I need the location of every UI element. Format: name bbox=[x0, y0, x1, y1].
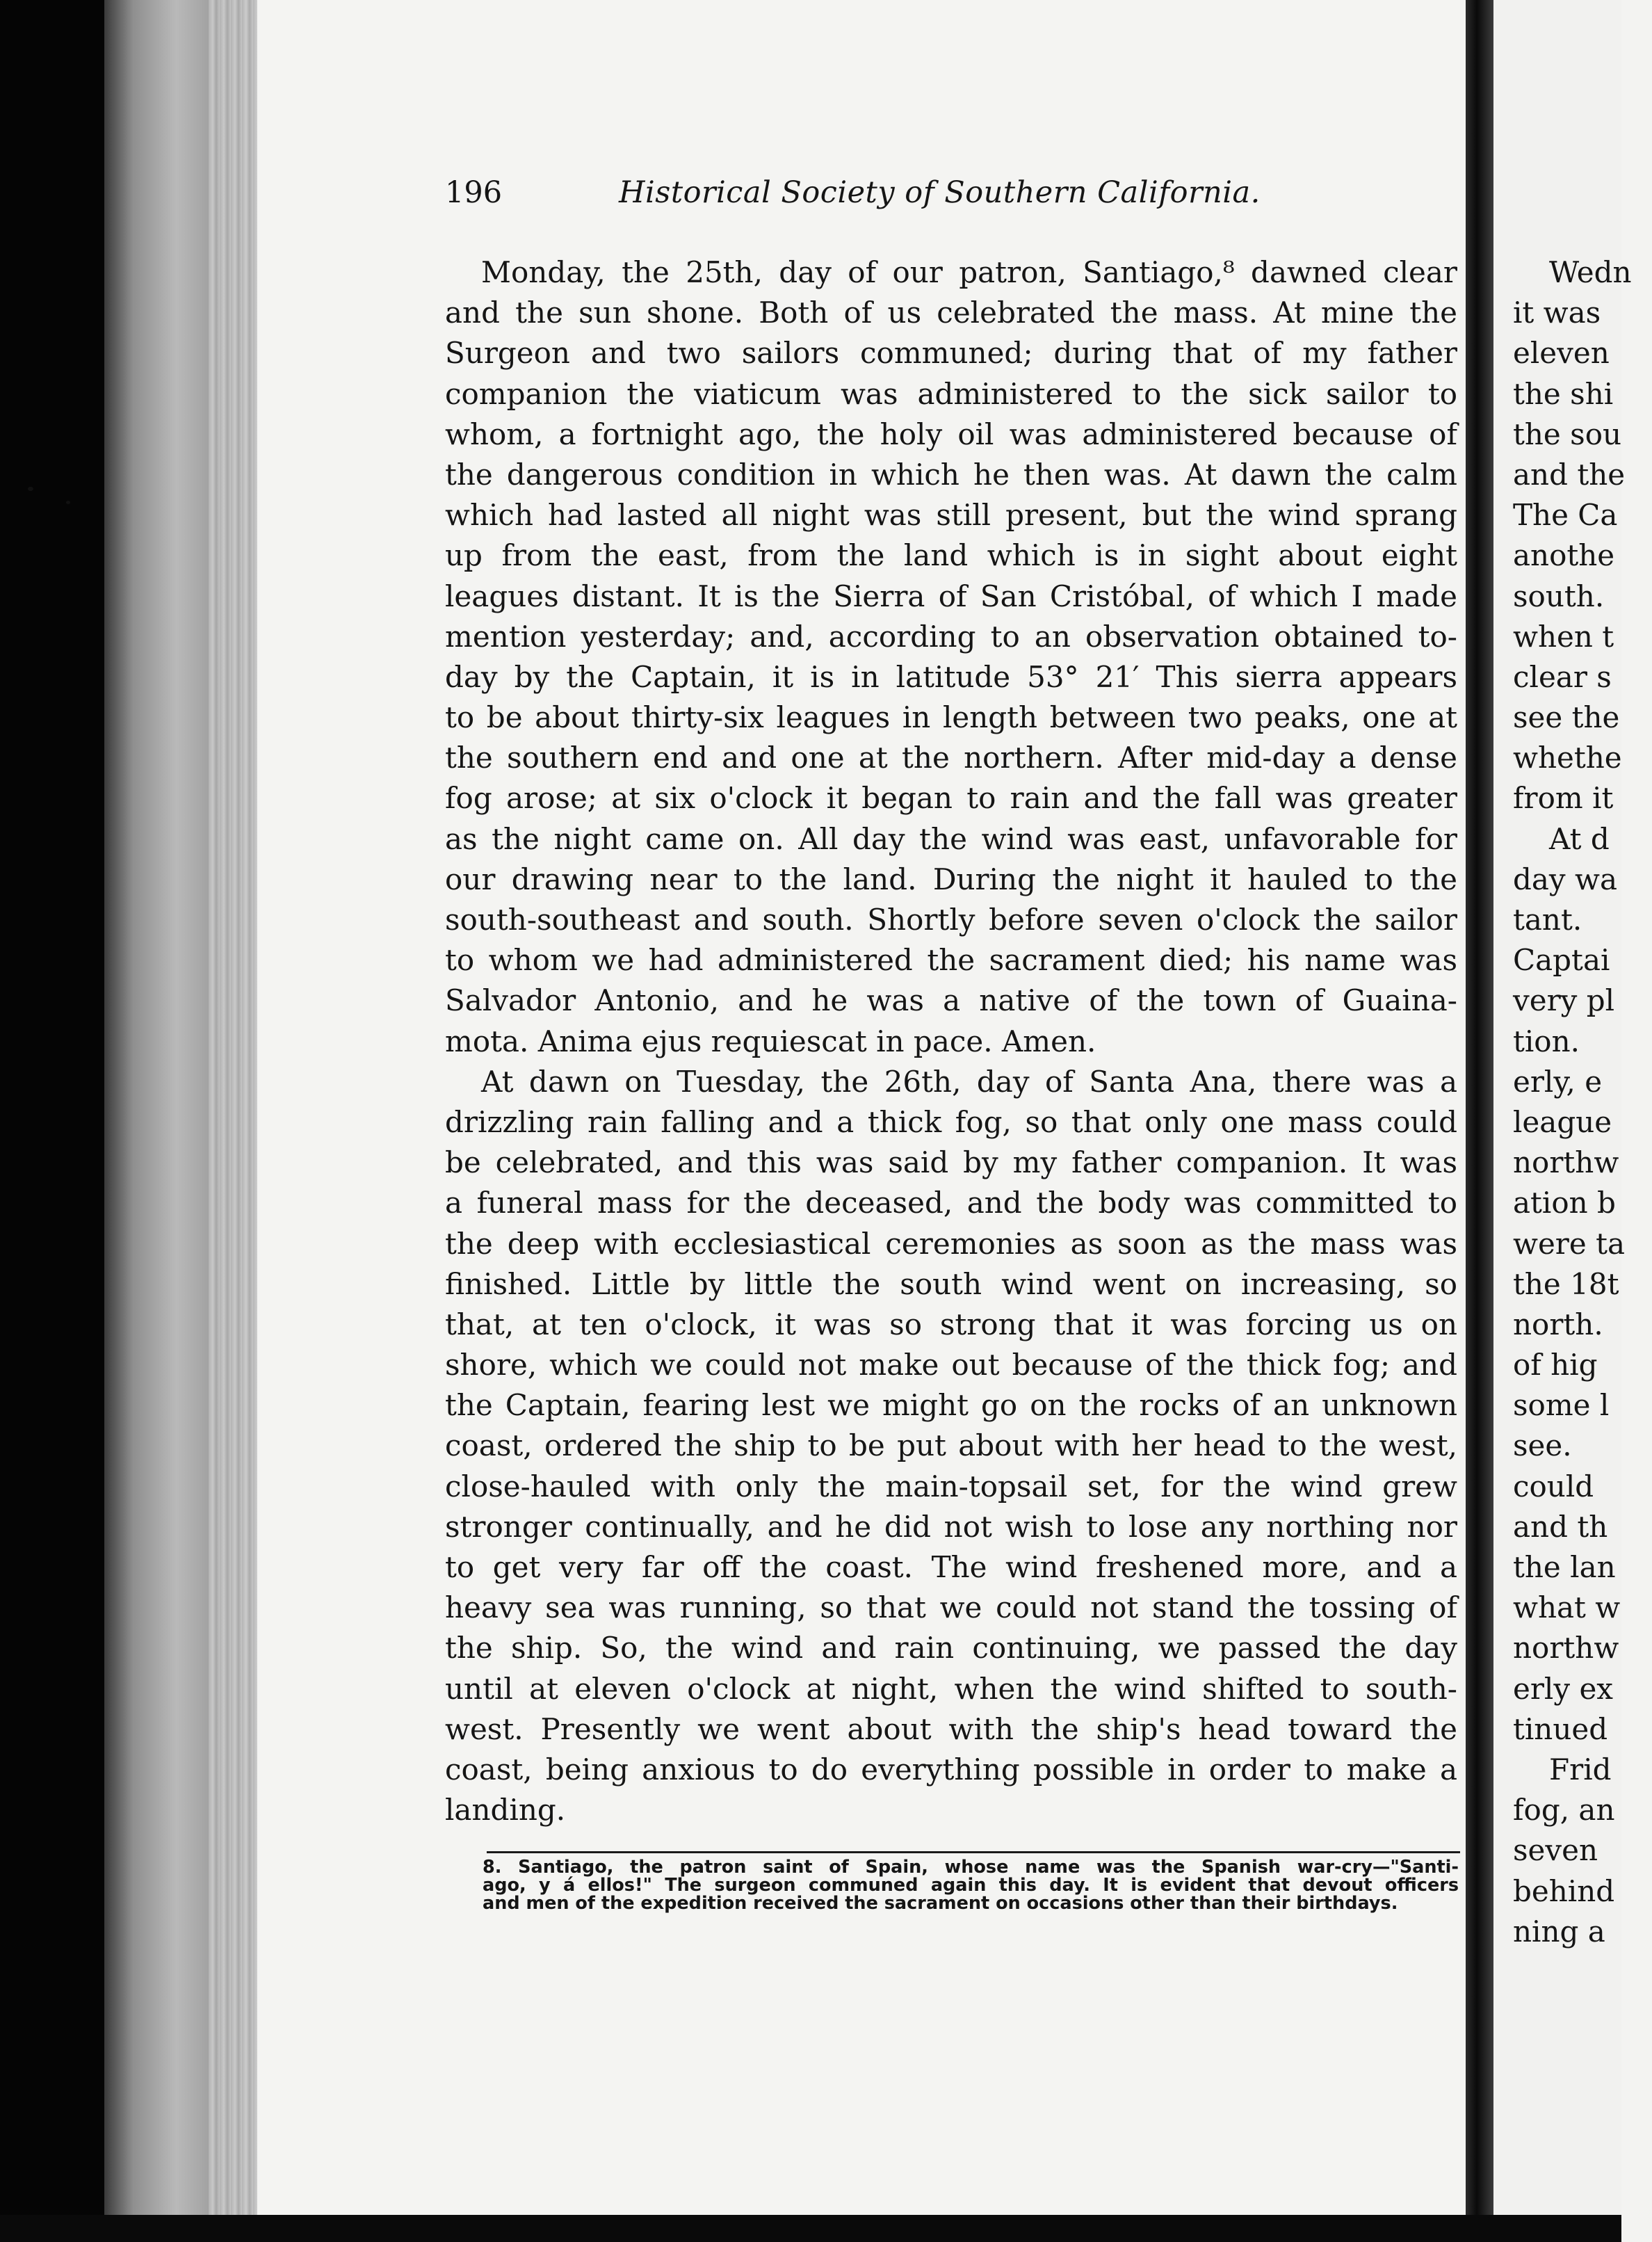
text-line: Monday, the 25th, day of our patron, Santiago,⁸ dawned clear bbox=[481, 255, 1457, 289]
right-page-line: what w bbox=[1513, 1590, 1621, 1625]
text-line: Salvador Antonio, and he was a native of the town of Guaina- bbox=[445, 983, 1457, 1018]
right-page-line: The Ca bbox=[1513, 498, 1618, 533]
right-page-line: erly ex bbox=[1513, 1671, 1613, 1706]
right-page-line: eleven bbox=[1513, 336, 1610, 371]
footnote bbox=[483, 1858, 1459, 1912]
text-line: close-hauled with only the main-topsail set, for the wind grew bbox=[445, 1469, 1457, 1503]
text-line: a funeral mass for the deceased, and the body was committed to bbox=[445, 1186, 1457, 1220]
right-page-line: of hig bbox=[1513, 1348, 1598, 1382]
text-line: mention yesterday; and, according to an observation obtained to- bbox=[445, 619, 1457, 654]
dust-speck bbox=[66, 501, 70, 504]
text-line: and the sun shone. Both of us celebrated the mass. At mine the bbox=[445, 296, 1457, 330]
right-page-line: erly, e bbox=[1513, 1064, 1603, 1099]
right-page-line: ning a bbox=[1513, 1914, 1605, 1949]
right-page-line: see the bbox=[1513, 700, 1620, 735]
footnote-line: 8. Santiago, the patron saint of Spain, whose name was the Spanish war-cry—"Santi- bbox=[483, 1857, 1459, 1878]
right-page-line: At d bbox=[1549, 821, 1610, 856]
right-page-line: ation b bbox=[1513, 1186, 1616, 1220]
right-page-line: tinued bbox=[1513, 1711, 1608, 1746]
right-page-line: some l bbox=[1513, 1388, 1610, 1423]
right-page-line: league bbox=[1513, 1104, 1612, 1139]
footnote-divider bbox=[487, 1851, 1460, 1853]
text-line: to whom we had administered the sacrament died; his name was bbox=[445, 943, 1457, 978]
right-page-line: tant. bbox=[1513, 903, 1582, 937]
right-page-line: seven bbox=[1513, 1833, 1598, 1868]
text-line: that, at ten o'clock, it was so strong that it was forcing us on bbox=[445, 1307, 1457, 1341]
right-page-line: Wedn bbox=[1549, 255, 1632, 289]
right-page-line: whethe bbox=[1513, 741, 1622, 775]
right-page-line: the sou bbox=[1513, 417, 1622, 451]
text-line: west. Presently we went about with the ship's head toward the bbox=[445, 1711, 1457, 1746]
right-page-line: the 18t bbox=[1513, 1266, 1619, 1301]
text-line: Surgeon and two sailors communed; during that of my father bbox=[445, 336, 1457, 371]
text-line: leagues distant. It is the Sierra of San Cristóbal, of which I made bbox=[445, 579, 1457, 613]
right-page-line: northw bbox=[1513, 1631, 1619, 1666]
text-line: the ship. So, the wind and rain continuing, we passed the day bbox=[445, 1631, 1457, 1666]
text-line: day by the Captain, it is in latitude 53° 21′ This sierra appears bbox=[445, 659, 1457, 694]
right-page-line: north. bbox=[1513, 1307, 1603, 1341]
page-number: 196 bbox=[445, 175, 503, 210]
right-page-line: were ta bbox=[1513, 1226, 1626, 1261]
text-line: our drawing near to the land. During the night it hauled to the bbox=[445, 862, 1457, 896]
footnote-line: ago, y á ellos!" The surgeon communed again this day. It is evident that devout officers bbox=[483, 1875, 1459, 1896]
text-line: shore, which we could not make out because of the thick fog; and bbox=[445, 1348, 1457, 1382]
right-page-line: clear s bbox=[1513, 659, 1612, 694]
right-page-line: could bbox=[1513, 1469, 1594, 1503]
text-line: until at eleven o'clock at night, when the wind shifted to south- bbox=[445, 1671, 1457, 1706]
right-page-line: behind bbox=[1513, 1873, 1615, 1908]
scan-bottom-edge bbox=[0, 2215, 1621, 2242]
right-page-line: tion. bbox=[1513, 1024, 1580, 1058]
right-page-line: fog, an bbox=[1513, 1793, 1615, 1828]
right-page-line: the lan bbox=[1513, 1550, 1616, 1584]
right-page-line: day wa bbox=[1513, 862, 1617, 896]
text-line: the Captain, fearing lest we might go on the rocks of an unknown bbox=[445, 1388, 1457, 1423]
right-page-line: south. bbox=[1513, 579, 1605, 613]
body-text bbox=[445, 252, 1457, 1830]
right-page-line: and th bbox=[1513, 1509, 1608, 1544]
right-page-line: Captai bbox=[1513, 943, 1610, 978]
text-line: drizzling rain falling and a thick fog, so that only one mass could bbox=[445, 1104, 1457, 1139]
dust-speck bbox=[28, 487, 33, 491]
text-line: mota. Anima ejus requiescat in pace. Amen. bbox=[445, 1024, 1096, 1058]
text-line: stronger continually, and he did not wish to lose any northing nor bbox=[445, 1509, 1457, 1544]
text-line: finished. Little by little the south wind went on increasing, so bbox=[445, 1266, 1457, 1301]
text-line: which had lasted all night was still present, but the wind sprang bbox=[445, 498, 1457, 533]
text-line: At dawn on Tuesday, the 26th, day of Santa Ana, there was a bbox=[481, 1064, 1457, 1099]
text-line: up from the east, from the land which is in sight about eight bbox=[445, 538, 1457, 573]
text-line: the dangerous condition in which he then was. At dawn the calm bbox=[445, 457, 1457, 492]
text-line: landing. bbox=[445, 1793, 566, 1828]
text-line: to be about thirty-six leagues in length between two peaks, one at bbox=[445, 700, 1457, 735]
right-page-line: anothe bbox=[1513, 538, 1615, 573]
right-page-text bbox=[1513, 252, 1652, 1952]
right-page-line: Frid bbox=[1549, 1752, 1612, 1787]
text-line: be celebrated, and this was said by my father companion. It was bbox=[445, 1145, 1457, 1180]
text-line: coast, being anxious to do everything possible in order to make a bbox=[445, 1752, 1457, 1787]
running-title: Historical Society of Southern California. bbox=[619, 175, 1261, 210]
page-header bbox=[445, 175, 1460, 217]
text-line: coast, ordered the ship to be put about with her head to the west, bbox=[445, 1428, 1457, 1463]
right-page-line: see. bbox=[1513, 1428, 1572, 1463]
text-line: heavy sea was running, so that we could not stand the tossing of bbox=[445, 1590, 1457, 1625]
text-line: as the night came on. All day the wind was east, unfavorable for bbox=[445, 821, 1457, 856]
right-page-line: the shi bbox=[1513, 376, 1614, 411]
text-line: fog arose; at six o'clock it began to rain and the fall was greater bbox=[445, 781, 1457, 816]
right-page-line: it was bbox=[1513, 296, 1601, 330]
text-line: the southern end and one at the northern. After mid-day a dense bbox=[445, 741, 1457, 775]
right-page-line: when t bbox=[1513, 619, 1614, 654]
text-line: the deep with ecclesiastical ceremonies as soon as the mass was bbox=[445, 1226, 1457, 1261]
text-line: south-southeast and south. Shortly before seven o'clock the sailor bbox=[445, 903, 1457, 937]
footnote-line: and men of the expedition received the sacrament on occasions other than their birthdays. bbox=[483, 1893, 1398, 1914]
text-line: to get very far off the coast. The wind freshened more, and a bbox=[445, 1550, 1457, 1584]
text-line: companion the viaticum was administered to the sick sailor to bbox=[445, 376, 1457, 411]
right-page-line: northw bbox=[1513, 1145, 1619, 1180]
text-line: whom, a fortnight ago, the holy oil was administered because of bbox=[445, 417, 1457, 451]
right-page-line: and the bbox=[1513, 457, 1626, 492]
book-spine-shadow bbox=[0, 0, 104, 2242]
book-gutter bbox=[1466, 0, 1493, 2242]
page-edge-stack bbox=[209, 0, 257, 2242]
right-page-line: very pl bbox=[1513, 983, 1615, 1018]
right-page-line: from it bbox=[1513, 781, 1614, 816]
